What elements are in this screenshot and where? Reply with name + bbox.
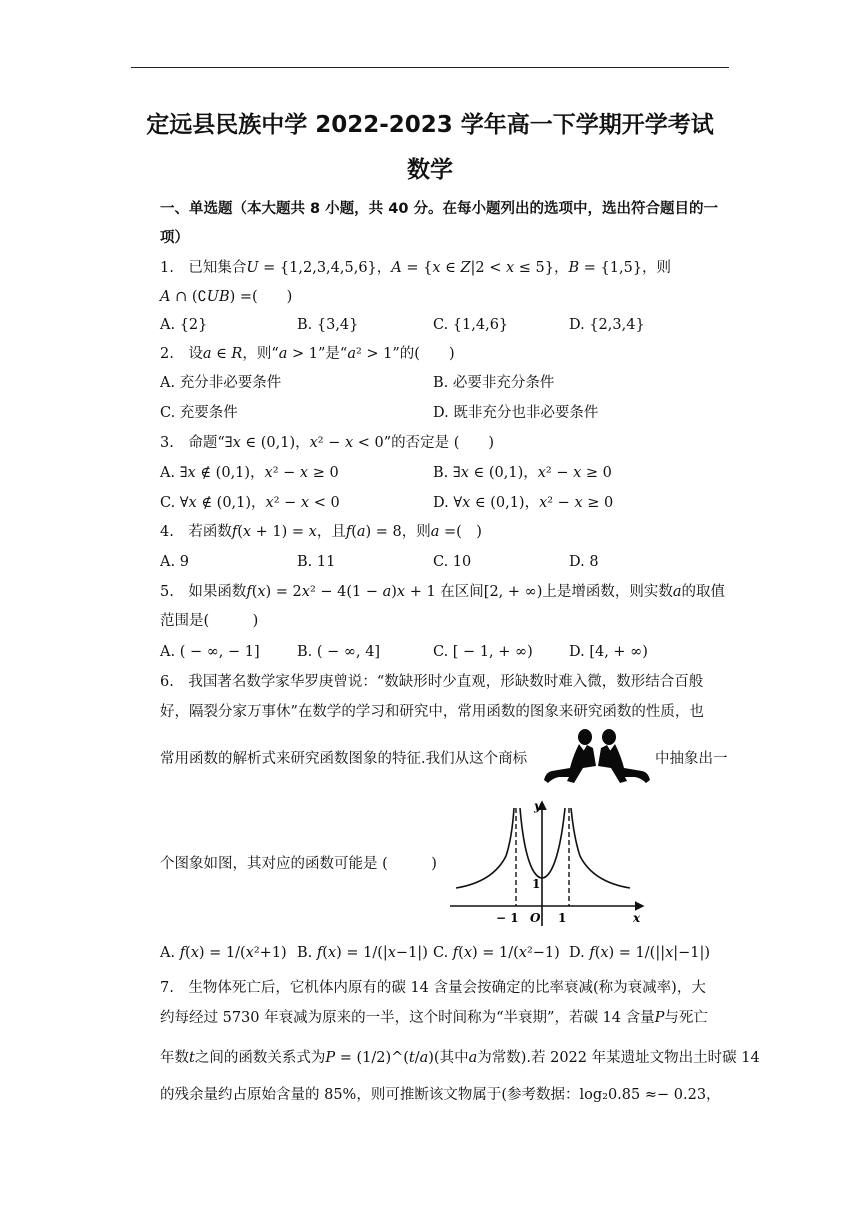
q6-option-d: D. 𝑓(𝑥) = 1/(||𝑥|−1|): [569, 945, 711, 961]
question-6-stem: 6. 我国著名数学家华罗庚曾说：“数缺形时少直观，形缺数时难入微，数形结合百般: [160, 674, 704, 690]
q1-option-b: B. {3,4}: [297, 317, 359, 333]
graph-origin-label: O: [530, 911, 541, 925]
question-6-stem-line3: 常用函数的解析式来研究函数图象的特征.我们从这个商标: [160, 751, 528, 767]
q1-option-a: A. {2}: [160, 317, 208, 333]
q4-option-b: B. 11: [297, 554, 336, 570]
function-graph: [448, 798, 648, 930]
q6-option-a: A. 𝑓(𝑥) = 1/(𝑥²+1): [160, 945, 287, 961]
q3-option-b: B. ∃𝑥 ∈ (0,1)，𝑥² − 𝑥 ≥ 0: [433, 465, 612, 481]
question-7-stem: 7. 生物体死亡后，它机体内原有的碳 14 含量会按确定的比率衰减(称为衰减率)，大: [160, 980, 706, 996]
q1-option-c: C. {1,4,6}: [433, 317, 509, 333]
q2-option-c: C. 充要条件: [160, 405, 238, 421]
q5-option-a: A. ( − ∞, − 1]: [160, 644, 260, 660]
q5-option-d: D. [4, + ∞): [569, 644, 648, 660]
question-7-stem-line2: 约每经过 5730 年衰减为原来的一半，这个时间称为“半衰期”，若碳 14 含量𝑃与死亡: [160, 1010, 708, 1026]
q1-option-d: D. {2,3,4}: [569, 317, 645, 333]
question-1-stem-cont: 𝐴 ∩ (∁𝑈𝐵) =( ): [160, 289, 293, 305]
exam-title: 定远县民族中学 2022-2023 学年高一下学期开学考试: [146, 112, 714, 138]
question-1-stem: 1. 已知集合𝑈 = {1,2,3,4,5,6}，𝐴 = {𝑥 ∈ 𝑍|2 < 𝑥 ≤ 5}，𝐵 = {1,5}，则: [160, 260, 672, 276]
section-heading-cont: 项）: [160, 230, 189, 246]
q5-option-b: B. ( − ∞, 4]: [297, 644, 381, 660]
subject-title: 数学: [407, 157, 453, 183]
q3-option-d: D. ∀𝑥 ∈ (0,1)，𝑥² − 𝑥 ≥ 0: [433, 495, 614, 511]
q2-option-b: B. 必要非充分条件: [433, 375, 555, 391]
q6-option-c: C. 𝑓(𝑥) = 1/(𝑥²−1): [433, 945, 560, 961]
question-5-stem: 5. 如果函数𝑓(𝑥) = 2𝑥² − 4(1 − 𝑎)𝑥 + 1 在区间[2, + ∞)上是增函数，则实数𝑎的取值: [160, 584, 726, 600]
question-5-stem-cont: 范围是( ): [160, 613, 259, 629]
graph-x-axis-label: x: [633, 911, 641, 925]
question-7-stem-line4: 的残余量约占原始含量的 85%，则可推断该文物属于(参考数据：log₂0.85 ≈− 0.23，: [160, 1087, 721, 1103]
q4-option-a: A. 9: [160, 554, 189, 570]
q3-option-c: C. ∀𝑥 ∉ (0,1)，𝑥² − 𝑥 < 0: [160, 495, 340, 511]
q4-option-c: C. 10: [433, 554, 472, 570]
header-rule: [131, 67, 729, 68]
q6-option-b: B. 𝑓(𝑥) = 1/(|𝑥−1|): [297, 945, 428, 961]
question-6-stem-line4: 个图象如图，其对应的函数可能是 ( ): [160, 856, 437, 872]
q2-option-a: A. 充分非必要条件: [160, 375, 282, 391]
question-6-stem-line2: 好，隔裂分家万事休”在数学的学习和研究中，常用函数的图象来研究函数的性质，也: [160, 704, 704, 720]
graph-y-axis-label: y: [534, 799, 541, 813]
question-7-stem-line3: 年数𝑡之间的函数关系式为𝑃 = (1/2)^(𝑡/𝑎)(其中𝑎为常数).若 2022 年某遗址文物出土时碳 14: [160, 1050, 760, 1066]
question-6-stem-line3-tail: 中抽象出一: [655, 751, 728, 767]
graph-y-tick-1: 1: [532, 877, 541, 891]
question-4-stem: 4. 若函数𝑓(𝑥 + 1) = 𝑥，且𝑓(𝑎) = 8，则𝑎 =( ): [160, 524, 482, 540]
q5-option-c: C. [ − 1, + ∞): [433, 644, 533, 660]
graph-tick-neg1: − 1: [496, 911, 519, 925]
kappa-logo-image: [543, 728, 651, 788]
q2-option-d: D. 既非充分也非必要条件: [433, 405, 599, 421]
question-3-stem: 3. 命题“∃𝑥 ∈ (0,1)，𝑥² − 𝑥 < 0”的否定是 ( ): [160, 435, 495, 451]
section-heading: 一、单选题（本大题共 8 小题，共 40 分。在每小题列出的选项中，选出符合题目的一: [160, 201, 718, 217]
q3-option-a: A. ∃𝑥 ∉ (0,1)，𝑥² − 𝑥 ≥ 0: [160, 465, 339, 481]
question-2-stem: 2. 设𝑎 ∈ 𝑅，则“𝑎 > 1”是“𝑎² > 1”的( ): [160, 346, 455, 362]
q4-option-d: D. 8: [569, 554, 599, 570]
graph-tick-1: 1: [558, 911, 567, 925]
